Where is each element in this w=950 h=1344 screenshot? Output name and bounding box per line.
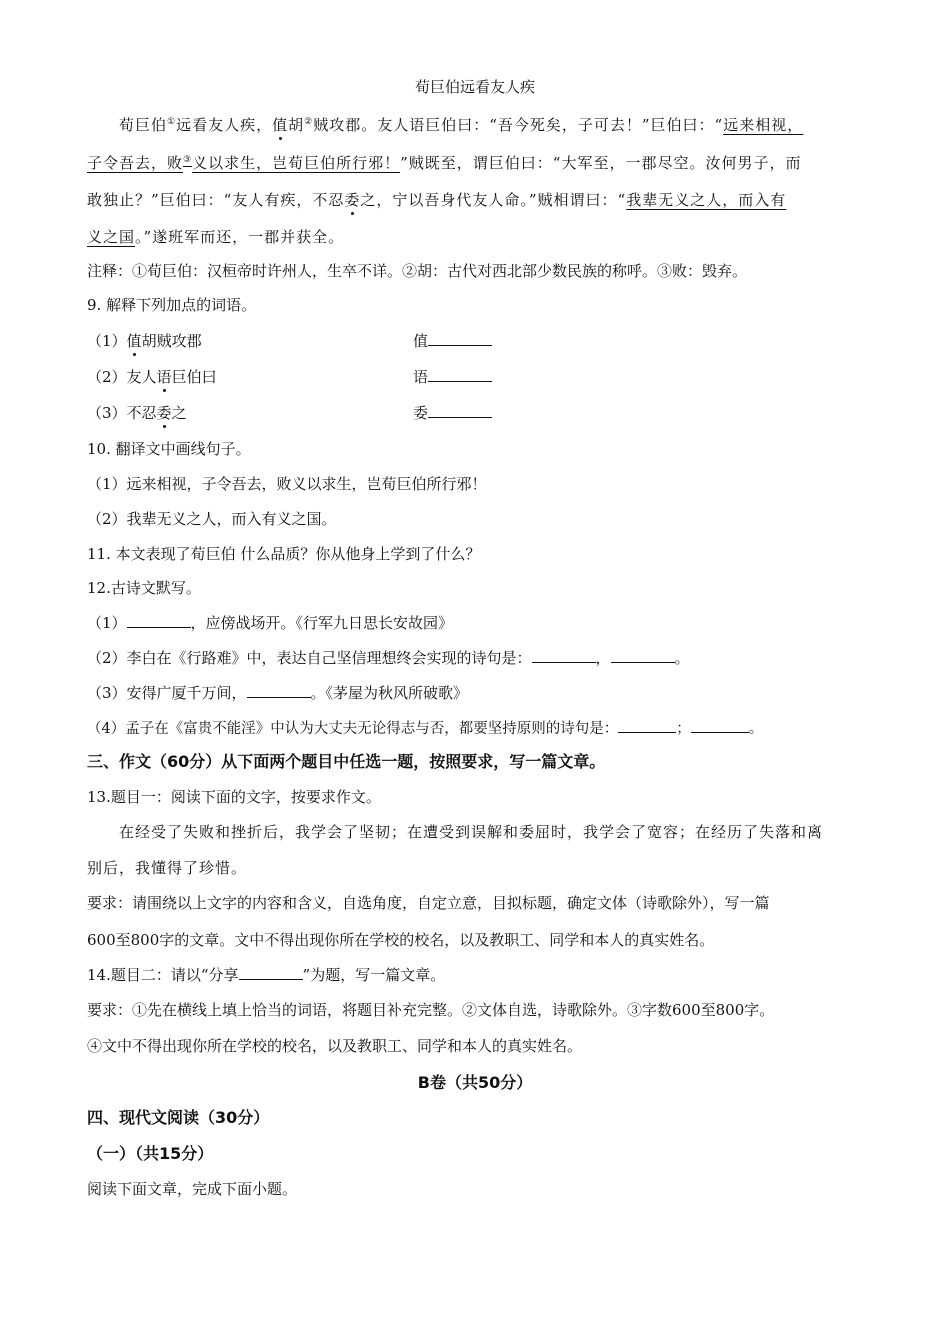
dotted-word: 语 <box>156 368 172 386</box>
underlined-sentence: 远来相视， <box>723 116 804 134</box>
q9-item-2: （2）友人语巨伯曰 <box>87 368 217 386</box>
q9-answer-2[interactable]: 语 <box>413 366 492 387</box>
passage-line-2: 子令吾去，败③义以求生，岂荀巨伯所行邪！”贼既至，谓巨伯曰：“大军至，一郡尽空。汝何男子，而 <box>87 154 802 172</box>
answer-blank[interactable] <box>618 719 676 733</box>
section-3-heading: 三、作文（60分）从下面两个题目中任选一题，按照要求，写一篇文章。 <box>87 752 606 771</box>
answer-blank[interactable] <box>127 614 191 628</box>
q9-answer-1[interactable]: 值 <box>413 330 492 351</box>
answer-blank[interactable] <box>611 649 675 663</box>
underlined-sentence: 子令吾去，败 <box>87 154 184 172</box>
q10-sentence-1: （1）远来相视，子令吾去，败义以求生，岂荀巨伯所行邪！ <box>87 475 487 493</box>
part-b-heading: B卷（共50分） <box>417 1073 533 1092</box>
q14-requirement-line-1: 要求：①先在横线上填上恰当的词语，将题目补充完整。②文体自选，诗歌除外。③字数600至800字。 <box>87 1001 775 1019</box>
q14-requirement-line-2: ④文中不得出现你所在学校的校名，以及教职工、同学和本人的真实姓名。 <box>87 1037 583 1055</box>
q13-title: 13.题目一：阅读下面的文字，按要求作文。 <box>87 788 381 806</box>
q12-title: 12.古诗文默写。 <box>87 579 201 597</box>
passage-line-4: 义之国。”遂班军而还，一郡并获全。 <box>87 228 345 246</box>
underlined-sentence: 我辈无义之人，而入有 <box>626 191 787 209</box>
passage-note: 注释：①荀巨伯：汉桓帝时许州人，生卒不详。②胡：古代对西北部少数民族的称呼。③败：毁弃。 <box>87 262 748 280</box>
section-4-instruction: 阅读下面文章，完成下面小题。 <box>87 1180 298 1198</box>
passage-line-1: 荀巨伯①远看友人疾，值胡②贼攻郡。友人语巨伯曰：“吾今死矣，子可去！”巨伯曰：“远来相视， <box>119 116 804 134</box>
q11-text: 11. 本文表现了荀巨伯 什么品质？你从他身上学到了什么？ <box>87 545 481 563</box>
q13-requirement-line-1: 要求：请围绕以上文字的内容和含义，自选角度，自定立意，目拟标题，确定文体（诗歌除外），写一篇 <box>87 894 770 912</box>
answer-blank[interactable] <box>428 332 492 346</box>
passage-line-3: 敢独止？”巨伯曰：“友人有疾，不忍委之，宁以吾身代友人命。”贼相谓曰：“我辈无义之人，而入有 <box>87 191 787 209</box>
dotted-word: 值 <box>126 332 142 350</box>
q13-prompt-line-2: 别后，我懂得了珍惜。 <box>87 859 248 877</box>
underlined-sentence: 义之国 <box>87 228 136 246</box>
q13-requirement-line-2: 600至800字的文章。文中不得出现你所在学校的校名，以及教职工、同学和本人的真实姓名。 <box>87 931 715 949</box>
answer-blank[interactable] <box>532 649 596 663</box>
q9-answer-3[interactable]: 委 <box>413 402 492 423</box>
q12-item-2: （2）李白在《行路难》中，表达自己坚信理想终会实现的诗句是： ， 。 <box>87 649 690 667</box>
q9-item-3: （3）不忍委之 <box>87 404 187 422</box>
dotted-word: 值 <box>272 116 289 134</box>
dotted-word: 委 <box>344 191 361 209</box>
answer-blank[interactable] <box>247 684 311 698</box>
answer-blank[interactable] <box>239 966 303 980</box>
q12-item-1: （1） ，应傍战场开。《行军九日思长安故园》 <box>87 614 454 632</box>
section-4-heading: 四、现代文阅读（30分） <box>87 1108 270 1127</box>
answer-blank[interactable] <box>428 368 492 382</box>
underlined-sentence: 义以求生，岂荀巨伯所行邪！ <box>192 154 401 172</box>
q13-prompt-line-1: 在经受了失败和挫折后，我学会了坚韧；在遭受到误解和委屈时，我学会了宽容；在经历了失落和离 <box>119 823 824 841</box>
section-4-subheading: （一）（共15分） <box>87 1144 214 1163</box>
answer-blank[interactable] <box>428 404 492 418</box>
q9-item-1: （1）值胡贼攻郡 <box>87 332 202 350</box>
q10-title: 10. 翻译文中画线句子。 <box>87 440 251 458</box>
dotted-word: 委 <box>156 404 172 422</box>
passage-title: 荀巨伯远看友人疾 <box>414 78 535 96</box>
q9-title: 9. 解释下列加点的词语。 <box>87 296 257 314</box>
q12-item-3: （3）安得广厦千万间， 。《茅屋为秋风所破歌》 <box>87 684 469 702</box>
q14-title: 14.题目二：请以“分享 ”为题，写一篇文章。 <box>87 966 446 984</box>
answer-blank[interactable] <box>691 719 749 733</box>
q10-sentence-2: （2）我辈无义之人，而入有义之国。 <box>87 510 337 528</box>
q12-item-4: （4）孟子在《富贵不能淫》中认为大丈夫无论得志与否，都要坚持原则的诗句是： ； 。 <box>87 721 764 737</box>
